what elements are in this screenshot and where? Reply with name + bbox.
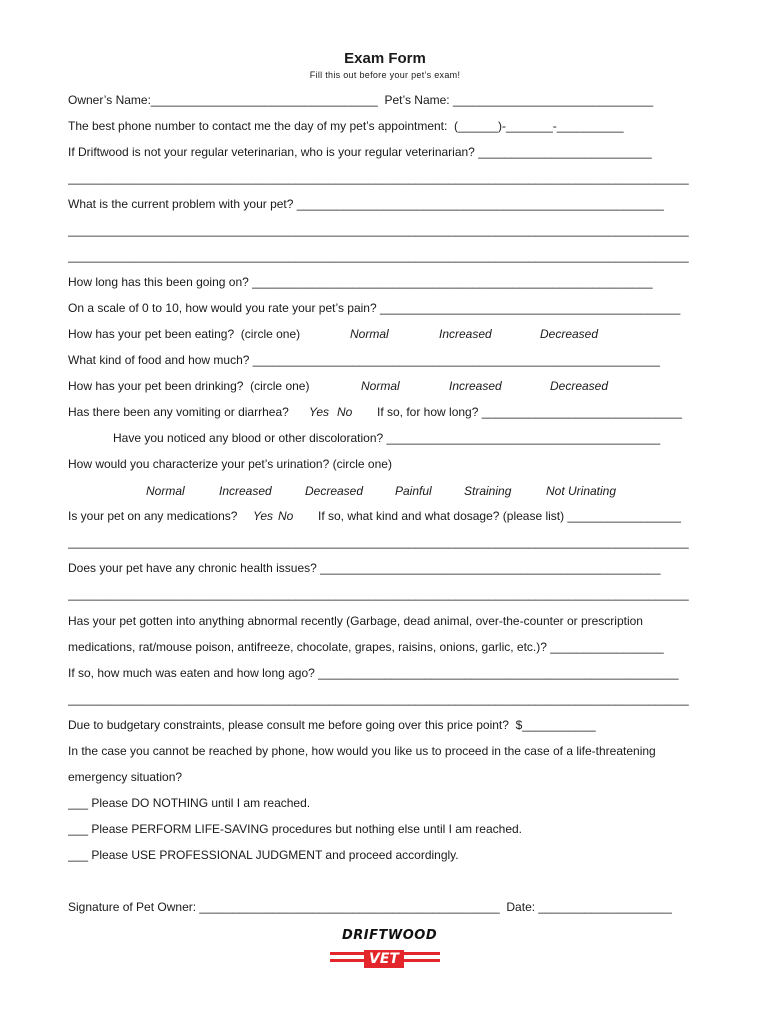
blank-line-2[interactable]: _____________________________________________________________________________________________ (68, 223, 689, 237)
vomiting-question: Has there been any vomiting or diarrhea? (68, 405, 289, 419)
urination-option-normal[interactable]: Normal (146, 484, 185, 498)
medications-yes[interactable]: Yes (253, 509, 274, 523)
owner-pet-name-line[interactable]: Owner’s Name:__________________________________ Pet’s Name: ______________________________ (68, 93, 654, 107)
pain-scale-line[interactable]: On a scale of 0 to 10, how would you rate your pet’s pain? _____________________________________________ (68, 301, 681, 315)
logo-bar (328, 950, 442, 970)
current-problem-line[interactable]: What is the current problem with your pet? _______________________________________________________ (68, 197, 664, 211)
emergency-question-line-1: In the case you cannot be reached by phone, how would you like us to proceed in the case of a life-threatening (68, 744, 656, 758)
eating-option-increased[interactable]: Increased (439, 327, 492, 341)
amount-eaten-line[interactable]: If so, how much was eaten and how long ago? ______________________________________________________ (68, 666, 679, 680)
urination-option-increased[interactable]: Increased (219, 484, 272, 498)
logo-box-text: VET (364, 950, 404, 968)
logo-stripe (404, 959, 440, 962)
urination-question: How would you characterize your pet’s urination? (circle one) (68, 457, 392, 471)
urination-option-painful[interactable]: Painful (395, 484, 432, 498)
vomiting-duration-line[interactable]: If so, for how long? ______________________________ (377, 405, 682, 419)
blood-discoloration-line[interactable]: Have you noticed any blood or other discoloration? _________________________________________ (113, 431, 661, 445)
drinking-option-increased[interactable]: Increased (449, 379, 502, 393)
logo-stripe (330, 952, 364, 955)
logo-top-text: DRIFTWOOD (342, 928, 438, 943)
logo-stripe (330, 959, 364, 962)
vomiting-no[interactable]: No (337, 405, 353, 419)
option-life-saving[interactable]: ___ Please PERFORM LIFE-SAVING procedures but nothing else until I am reached. (68, 822, 522, 836)
food-line[interactable]: What kind of food and how much? _____________________________________________________________ (68, 353, 660, 367)
urination-option-straining[interactable]: Straining (464, 484, 512, 498)
option-professional-judgment[interactable]: ___ Please USE PROFESSIONAL JUDGMENT and proceed accordingly. (68, 848, 459, 862)
eating-option-decreased[interactable]: Decreased (540, 327, 599, 341)
how-long-line[interactable]: How long has this been going on? ____________________________________________________________ (68, 275, 653, 289)
budget-line[interactable]: Due to budgetary constraints, please consult me before going over this price point? $___________ (68, 718, 596, 732)
eating-option-normal[interactable]: Normal (350, 327, 389, 341)
emergency-question-line-2: emergency situation? (68, 770, 183, 784)
eating-question: How has your pet been eating? (circle one) (68, 327, 301, 341)
blank-line-4[interactable]: _____________________________________________________________________________________________ (68, 535, 689, 549)
abnormal-ingestion-line-1: Has your pet gotten into anything abnormal recently (Garbage, dead animal, over-the-counter or prescription (68, 614, 643, 628)
form-title: Exam Form (344, 50, 426, 67)
phone-line[interactable]: The best phone number to contact me the day of my pet’s appointment: (______)-_______-__________ (68, 119, 624, 133)
blank-line-5[interactable]: _____________________________________________________________________________________________ (68, 587, 689, 601)
logo-stripe (404, 952, 440, 955)
signature-date-line[interactable]: Signature of Pet Owner: _____________________________________________ Date: ____________________ (68, 900, 672, 914)
regular-vet-line[interactable]: If Driftwood is not your regular veterinarian, who is your regular veterinarian? __________________________ (68, 145, 652, 159)
driftwood-vet-logo (328, 928, 442, 976)
medications-no[interactable]: No (278, 509, 294, 523)
blank-line-3[interactable]: _____________________________________________________________________________________________ (68, 249, 689, 263)
vomiting-yes[interactable]: Yes (309, 405, 330, 419)
blank-line-6[interactable]: _____________________________________________________________________________________________ (68, 692, 689, 706)
form-subtitle: Fill this out before your pet’s exam! (309, 70, 461, 80)
chronic-issues-line[interactable]: Does your pet have any chronic health issues? ___________________________________________________ (68, 561, 661, 575)
urination-option-decreased[interactable]: Decreased (305, 484, 364, 498)
drinking-question: How has your pet been drinking? (circle one) (68, 379, 310, 393)
abnormal-ingestion-line-2[interactable]: medications, rat/mouse poison, antifreeze, chocolate, grapes, raisins, onions, garlic, etc.)? _________________ (68, 640, 664, 654)
medications-list-line[interactable]: If so, what kind and what dosage? (please list) _________________ (318, 509, 681, 523)
urination-option-not-urinating[interactable]: Not Urinating (546, 484, 617, 498)
medications-question: Is your pet on any medications? (68, 509, 238, 523)
option-do-nothing[interactable]: ___ Please DO NOTHING until I am reached. (68, 796, 311, 810)
blank-line-1[interactable]: _____________________________________________________________________________________________ (68, 171, 689, 185)
drinking-option-decreased[interactable]: Decreased (550, 379, 609, 393)
drinking-option-normal[interactable]: Normal (361, 379, 400, 393)
